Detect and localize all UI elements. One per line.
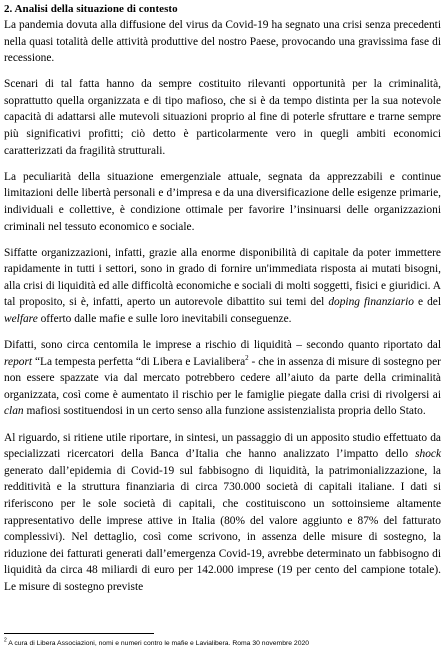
paragraph-organizations-capital: Siffatte organizzazioni, infatti, grazie alla enorme disponibilità di capitale da poter immettere rapidamente in tutti i settori, sono in grado di fornire un'immediata risposta ai mutati bisogni, alla crisi di liquidità ed alle difficoltà economiche e sociali di molti soggetti, fisici e giuridici. A tal proposito, si è, infatti, aperto un autorevole dibattito sui temi del doping finanziario e del welfare offerto dalle mafie e sulle loro inevitabili conseguenze. [4, 246, 442, 325]
paragraph-liquidity-risk: Difatti, sono circa centomila le imprese a rischio di liquidità – secondo quanto riportato dal report “La tempesta perfetta “di Libera e Lavialibera$^2$ - che in assenza di misure di sostegno per non essere spazzate via dal mercato potrebbero cedere all’aiuto da parte della criminalità organizzata, così come è aumentato il rischio per le famiglie piegate dalla crisi di rivolgersi ai clan mafiosi sostituendosi in un certo senso alla funzione assistenzialista propria dello Stato. [4, 339, 441, 418]
footnote-reference[interactable]: 2 [245, 353, 249, 362]
paragraph-bank-of-italy-study: Al riguardo, si ritiene utile riportare, in sintesi, un passaggio di un apposito studio effettuato da specializzati ricercatori della Banca d’Italia che hanno analizzato l’impatto dello shock generato dall’epidemia di Covid-19 sul fabbisogno di liquidità, la patrimonializzazione, la redditività e la struttura finanziaria di circa 730.000 società di capitali italiane. I dati si riferiscono per le sole società di capitali, che costituiscono un sottoinsieme altamente rappresentativo delle imprese attive in Italia (80% del valore aggiunto e 87% del fatturato complessivi). Nel dettaglio, così come scrivono, in assenza delle misure di sostegno, la riduzione dei fatturati generati dall’emergenza Covid-19, avrebbe determinato un fabbisogno di liquidità da circa 48 miliardi di euro per 142.000 imprese (19 per cento del campione totale). Le misure di sostegno previste [4, 431, 441, 593]
term-report: report [4, 355, 33, 368]
document-page [4, 0, 441, 596]
footnote [4, 639, 441, 648]
footnote-text: A cura di Libera Associazioni, nomi e numeri contro le mafie e Lavialibera. Roma 30 novembre 2020 [6, 640, 310, 647]
paragraph-emergency-peculiarity: La peculiarità della situazione emergenziale attuale, segnata da apprezzabili e continue limitazioni delle libertà personali e d’impresa e da una diversificazione delle esigenze primarie, individuali e collettive, è condizione ottimale per favorire l’insinuarsi delle organizzazioni criminali nel tessuto economico e sociale. [4, 170, 441, 233]
footnote-marker: 2 [4, 637, 7, 644]
term-doping-finanziario: doping finanziario [328, 296, 414, 309]
section-heading: 2. Analisi della situazione di contesto [4, 3, 178, 15]
footnote-separator [4, 633, 154, 634]
paragraph-pandemic-crisis: La pandemia dovuta alla diffusione del virus da Covid-19 ha segnato una crisi senza precedenti nella quasi totalità delle attività produttive del nostro Paese, provocando una gravissima fase di recessione. [4, 19, 441, 65]
term-welfare: welfare [4, 313, 38, 325]
paragraph-criminal-opportunities: Scenari di tal fatta hanno da sempre costituito rilevanti opportunità per la criminalità, soprattutto quella organizzata e di tipo mafioso, che si è da tempo distinta per la sua notevole capacità di adattarsi alle mutevoli situazioni proprio al fine di poterle sfruttare e trarne sempre più significativi profitti; ciò detto è particolarmente vero in quegli ambiti economici caratterizzati da fragilità strutturali. [4, 78, 441, 157]
term-clan: clan [4, 405, 24, 418]
term-shock: shock [415, 448, 441, 461]
